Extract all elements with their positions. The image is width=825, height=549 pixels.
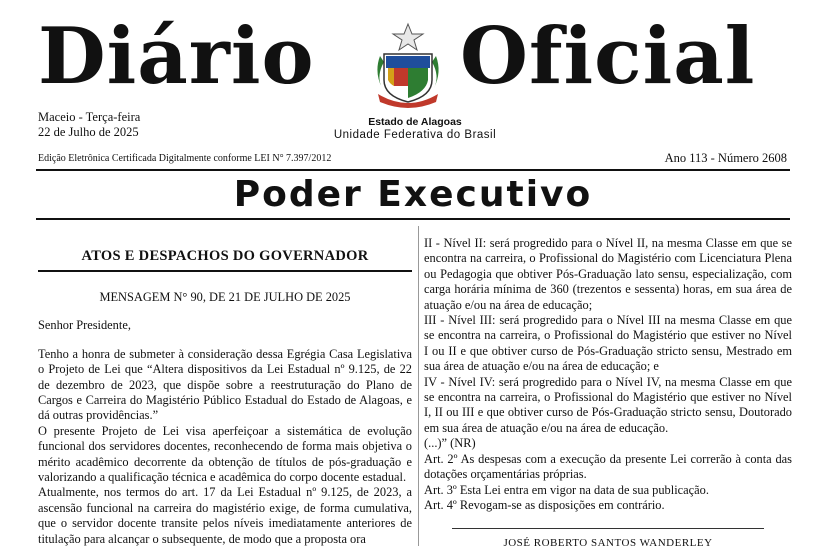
masthead-title-word2: Oficial [460, 11, 756, 102]
state-name: Estado de Alagoas [368, 116, 462, 128]
masthead-title-word1: Diário [38, 11, 315, 102]
paragraph: IV - Nível IV: será progredido para o Nível IV, na mesma Classe em que se encontra na carreira, o Profissional do Magistério que estiver no Nível I, II ou III e que obtiver curso de Pós-Graduação stricto sensu, Doutorado em sua área de atuação e/ou na área de educação. [424, 374, 792, 435]
masthead-meta-center [300, 116, 530, 142]
paragraph: III - Nível III: será progredido para o Nível III na mesma Classe em que se encontra na carreira, o Profissional do Magistério que estiver no Nível I ou II e que obtiver curso de Pós-Graduação stricto sensu, Mestrado em sua área de atuação e/ou na área de educação; e [424, 313, 792, 374]
column-divider [418, 226, 419, 546]
alagoas-coat-of-arms-icon [370, 22, 446, 112]
paragraph: Art. 4º Revogam-se as disposições em contrário. [424, 497, 665, 512]
salutation: Senhor Presidente, [38, 318, 131, 333]
section-title: Poder Executivo [233, 174, 593, 215]
edition-note: Edição Eletrônica Certificada Digitalmente conforme LEI N° 7.397/2012 [38, 153, 332, 164]
city-day: Maceio - Terça-feira [38, 110, 141, 124]
right-column [424, 236, 792, 513]
column-heading: ATOS E DESPACHOS DO GOVERNADOR [81, 248, 369, 264]
paragraph: O presente Projeto de Lei visa aperfeiçoar a sistemática de evolução funcional dos servidores docentes, reconhecendo de forma mais objetiva o mérito acadêmico decorrente da obtenção de títulos de pós-graduação e valorizando a qualificação técnica e acadêmica do corpo docente estadual. [38, 423, 412, 485]
paragraph: Atualmente, nos termos do art. 17 da Lei Estadual nº 9.125, de 2023, a ascensão funcional na carreira do magistério exige, de forma cumulativa, que o servidor docente transite pelos níveis imediatamente anteriores de titulação para alcançar o subsequente, de modo que a proposta ora [38, 485, 412, 546]
message-title: MENSAGEM N° 90, DE 21 DE JULHO DE 2025 [99, 290, 351, 304]
divider-bottom [36, 218, 790, 220]
paragraph: Art. 3º Esta Lei entra em vigor na data de sua publicação. [424, 482, 709, 497]
paragraph: Tenho a honra de submeter à consideração dessa Egrégia Casa Legislativa o Projeto de Lei que “Altera dispositivos da Lei Estadual nº 9.125, de 22 de dezembro de 2023, que dispõe sobre a reestruturação do Plano de Cargos e Carreira do Magistério Público Estadual do Estado de Alagoas, e dá outras providências.” [38, 346, 412, 423]
divider-top [36, 169, 790, 171]
masthead-meta-left [38, 110, 140, 140]
paragraph: Art. 2º As despesas com a execução da presente Lei correrão à conta das dotações orçamentárias próprias. [424, 451, 792, 482]
issue-date: 22 de Julho de 2025 [38, 125, 139, 139]
paragraph: II - Nível II: será progredido para o Nível II, na mesma Classe em que se encontra na carreira, o Profissional do Magistério com Licenciatura Plena ou Pedagogia que obtiver Pós-Graduação lato sensu, especialização, com carga horária mínima de 360 (trezentos e sessenta) horas, em sua área de atuação e/ou na área de educação; [424, 236, 792, 312]
federative-unit: Unidade Federativa do Brasil [333, 129, 497, 141]
signature-name: JOSÉ ROBERTO SANTOS WANDERLEY [503, 537, 713, 549]
year-number: Ano 113 - Número 2608 [664, 151, 787, 165]
left-column [38, 250, 412, 547]
signature-rule [452, 528, 764, 529]
paragraph: (...)” (NR) [424, 436, 476, 451]
